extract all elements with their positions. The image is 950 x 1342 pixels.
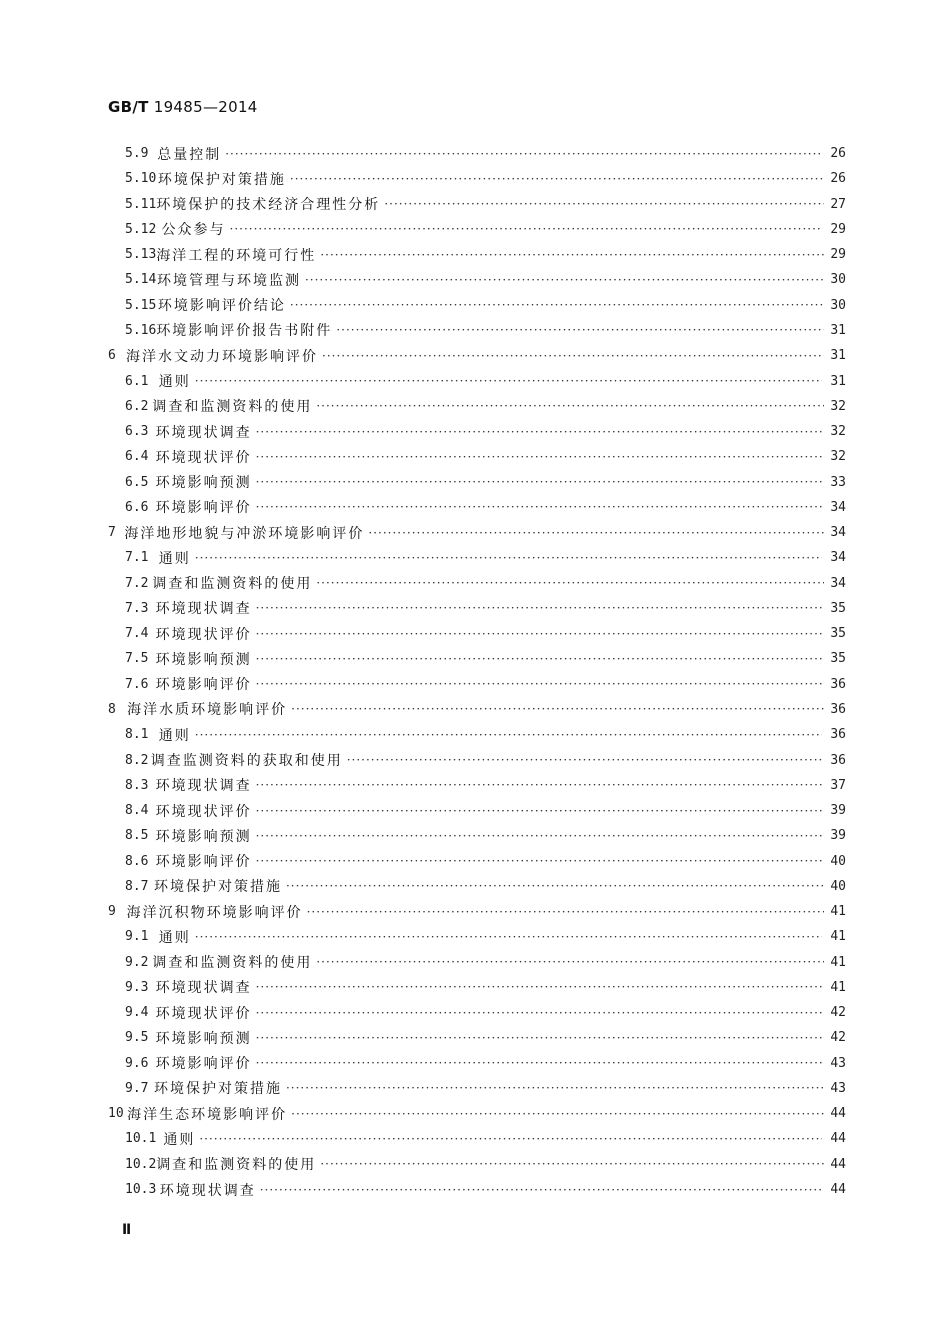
toc-leader-dots	[260, 1183, 824, 1197]
toc-entry[interactable]	[108, 975, 846, 1000]
toc-entry-title: 环境影响预测	[155, 475, 252, 492]
toc-entry-title: 海洋生态环境影响评价	[127, 1106, 288, 1123]
toc-entry-number: 7.5	[125, 651, 149, 667]
toc-entry[interactable]	[108, 495, 846, 520]
toc-entry-page: 36	[830, 676, 846, 692]
toc-entry-number: 7	[108, 525, 116, 541]
toc-entry-page: 35	[830, 651, 846, 667]
toc-entry-number: 8.3	[125, 777, 149, 793]
toc-entry-title: 通则	[158, 374, 191, 391]
toc-entry[interactable]	[108, 217, 846, 242]
standard-number: 19485—2014	[153, 98, 258, 116]
toc-entry-number: 8.7	[125, 878, 149, 894]
toc-entry-page: 43	[830, 1080, 846, 1096]
toc-entry-title: 环境现状评价	[155, 1005, 252, 1022]
toc-entry[interactable]	[108, 596, 846, 621]
toc-entry-number: 7.4	[125, 626, 149, 642]
toc-entry-title: 海洋水文动力环境影响评价	[126, 348, 319, 365]
toc-leader-dots	[256, 425, 824, 439]
toc-entry-title: 环境影响预测	[155, 651, 252, 668]
toc-entry[interactable]	[108, 621, 846, 646]
toc-leader-dots	[225, 147, 823, 161]
toc-entry[interactable]	[108, 419, 846, 444]
toc-entry[interactable]	[108, 899, 846, 924]
toc-entry-number: 8.4	[125, 803, 149, 819]
toc-entry-title: 环境现状评价	[155, 803, 252, 820]
toc-entry[interactable]	[108, 1152, 846, 1177]
toc-entry[interactable]	[108, 545, 846, 570]
toc-leader-dots	[195, 551, 823, 565]
toc-leader-dots	[256, 980, 824, 994]
toc-entry-title: 海洋地形地貌与冲淤环境影响评价	[124, 525, 365, 542]
toc-entry[interactable]	[108, 1051, 846, 1076]
toc-leader-dots	[286, 879, 824, 893]
toc-entry-page: 40	[830, 878, 846, 894]
toc-leader-dots	[305, 273, 824, 287]
toc-entry-page: 34	[830, 575, 846, 591]
toc-entry-page: 44	[830, 1106, 846, 1122]
toc-entry-title: 调查监测资料的获取和使用	[150, 753, 343, 769]
toc-leader-dots	[256, 854, 824, 868]
toc-leader-dots	[316, 399, 824, 413]
toc-entry-number: 9.2	[125, 954, 149, 970]
toc-entry[interactable]	[108, 848, 846, 873]
toc-entry-page: 33	[830, 474, 846, 490]
toc-leader-dots	[195, 374, 823, 388]
toc-entry-title: 环境影响评价	[155, 1056, 252, 1073]
toc-entry-title: 环境现状调查	[155, 424, 252, 441]
toc-entry-number: 7.2	[125, 575, 149, 591]
toc-leader-dots	[291, 1107, 824, 1121]
toc-entry-page: 44	[830, 1156, 846, 1172]
document-header	[108, 98, 258, 116]
toc-entry[interactable]	[108, 1000, 846, 1025]
toc-entry-page: 41	[830, 904, 846, 920]
toc-entry-title: 环境影响预测	[155, 828, 252, 845]
toc-entry-number: 8.5	[125, 828, 149, 844]
toc-entry[interactable]	[108, 368, 846, 393]
toc-entry-number: 7.3	[125, 600, 149, 616]
toc-leader-dots	[199, 1132, 822, 1146]
toc-leader-dots	[256, 450, 824, 464]
toc-entry[interactable]	[108, 242, 846, 267]
toc-leader-dots	[256, 829, 824, 843]
toc-entry-page: 39	[830, 828, 846, 844]
toc-entry-page: 36	[830, 727, 846, 743]
toc-entry[interactable]	[108, 571, 846, 596]
toc-entry-page: 31	[830, 348, 846, 364]
toc-leader-dots	[307, 905, 825, 919]
toc-entry-title: 调查和监测资料的使用	[156, 1157, 317, 1174]
toc-entry-number: 10	[108, 1106, 124, 1122]
toc-entry-title: 环境现状调查	[155, 601, 252, 618]
toc-entry-number: 6.1	[125, 373, 149, 389]
toc-leader-dots	[290, 298, 824, 312]
toc-entry-page: 40	[830, 853, 846, 869]
toc-entry-title: 通则	[158, 550, 191, 567]
table-of-contents	[108, 141, 846, 1202]
toc-entry-title: 环境影响评价结论	[157, 298, 286, 315]
toc-leader-dots	[256, 778, 824, 792]
toc-leader-dots	[291, 702, 824, 716]
toc-entry-title: 环境保护的技术经济合理性分析	[156, 197, 381, 214]
toc-entry-number: 5.13	[125, 247, 157, 263]
toc-entry-title: 调查和监测资料的使用	[152, 955, 313, 972]
toc-entry-number: 8.6	[125, 853, 149, 869]
toc-leader-dots	[286, 1081, 824, 1095]
toc-leader-dots	[368, 526, 824, 540]
toc-leader-dots	[336, 323, 824, 337]
toc-entry[interactable]	[108, 798, 846, 823]
toc-entry-page: 42	[830, 1030, 846, 1046]
toc-entry[interactable]	[108, 293, 846, 318]
toc-entry-number: 10.1	[125, 1131, 157, 1147]
toc-entry-page: 35	[830, 626, 846, 642]
toc-entry-number: 5.15	[125, 297, 157, 313]
toc-entry-number: 6.2	[125, 398, 149, 414]
toc-entry-number: 5.10	[125, 171, 157, 187]
toc-entry-number: 5.11	[125, 196, 157, 212]
toc-entry[interactable]	[108, 166, 846, 191]
toc-entry[interactable]	[108, 950, 846, 975]
toc-entry-number: 5.16	[125, 322, 157, 338]
toc-entry-page: 43	[830, 1055, 846, 1071]
toc-entry-number: 9.5	[125, 1030, 149, 1046]
toc-leader-dots	[316, 955, 824, 969]
toc-entry[interactable]	[108, 747, 846, 772]
toc-entry[interactable]	[108, 141, 846, 166]
toc-entry-title: 公众参与	[161, 222, 226, 239]
toc-entry-number: 9.3	[125, 979, 149, 995]
toc-entry-title: 环境影响评价	[155, 854, 252, 871]
toc-leader-dots	[256, 627, 824, 641]
toc-entry-page: 34	[830, 499, 846, 515]
toc-entry-title: 海洋沉积物环境影响评价	[126, 904, 303, 921]
toc-leader-dots	[256, 804, 824, 818]
toc-leader-dots	[256, 1006, 824, 1020]
toc-entry-title: 环境影响预测	[155, 1030, 252, 1047]
toc-leader-dots	[256, 1031, 824, 1045]
toc-entry-page: 32	[830, 449, 846, 465]
toc-entry-page: 36	[830, 752, 846, 768]
toc-entry-number: 8.2	[125, 752, 149, 768]
toc-entry-page: 29	[830, 247, 846, 263]
toc-entry[interactable]	[108, 192, 846, 217]
toc-entry-number: 7.6	[125, 676, 149, 692]
toc-entry-number: 9.6	[125, 1055, 149, 1071]
toc-entry-number: 7.1	[125, 550, 149, 566]
standard-code: GB/T	[108, 98, 149, 116]
toc-entry-page: 44	[830, 1182, 846, 1198]
toc-leader-dots	[256, 475, 824, 489]
toc-entry[interactable]	[108, 444, 846, 469]
toc-entry-title: 调查和监测资料的使用	[152, 576, 313, 593]
toc-entry[interactable]	[108, 318, 846, 343]
toc-entry-number: 9.7	[125, 1080, 149, 1096]
toc-entry-title: 环境影响评价	[155, 677, 252, 694]
toc-entry-page: 32	[830, 424, 846, 440]
toc-leader-dots	[230, 222, 824, 236]
toc-entry-page: 26	[830, 146, 846, 162]
toc-entry-page: 35	[830, 600, 846, 616]
toc-entry-number: 10.2	[125, 1156, 157, 1172]
toc-entry[interactable]	[108, 874, 846, 899]
toc-entry-number: 10.3	[125, 1182, 157, 1198]
toc-entry-page: 32	[830, 398, 846, 414]
toc-entry-number: 5.9	[125, 146, 149, 162]
toc-entry-number: 5.14	[125, 272, 157, 288]
toc-leader-dots	[320, 1157, 824, 1171]
page-number: Ⅱ	[122, 1222, 132, 1238]
toc-entry[interactable]	[108, 773, 846, 798]
toc-leader-dots	[256, 652, 824, 666]
toc-entry-page: 37	[830, 777, 846, 793]
toc-entry-page: 27	[830, 196, 846, 212]
toc-entry[interactable]	[108, 343, 846, 368]
toc-entry[interactable]	[108, 1101, 846, 1126]
toc-entry-title: 环境影响评价报告书附件	[156, 323, 333, 340]
toc-entry[interactable]	[108, 823, 846, 848]
toc-leader-dots	[195, 728, 823, 742]
toc-entry[interactable]	[108, 1025, 846, 1050]
toc-entry-number: 6.3	[125, 424, 149, 440]
toc-entry-title: 环境现状评价	[155, 626, 252, 643]
toc-entry-number: 8.1	[125, 727, 149, 743]
toc-entry-title: 环境保护对策措施	[157, 171, 286, 188]
toc-leader-dots	[195, 930, 823, 944]
toc-entry-number: 9	[108, 904, 116, 920]
toc-entry-title: 调查和监测资料的使用	[152, 399, 313, 416]
toc-entry-title: 环境保护对策措施	[153, 1081, 282, 1098]
toc-leader-dots	[347, 753, 825, 767]
toc-entry-title: 环境影响评价	[155, 500, 252, 517]
toc-entry-page: 44	[830, 1131, 846, 1147]
toc-entry-page: 34	[830, 550, 846, 566]
toc-entry[interactable]	[108, 697, 846, 722]
toc-entry[interactable]	[108, 722, 846, 747]
toc-entry-title: 通则	[163, 1131, 196, 1148]
toc-leader-dots	[384, 197, 824, 211]
toc-entry-page: 30	[830, 297, 846, 313]
toc-leader-dots	[322, 349, 824, 363]
toc-entry-title: 环境现状调查	[155, 778, 252, 795]
toc-entry-number: 9.4	[125, 1005, 149, 1021]
toc-entry[interactable]	[108, 672, 846, 697]
toc-entry-title: 环境保护对策措施	[153, 879, 282, 896]
toc-entry[interactable]	[108, 924, 846, 949]
toc-entry[interactable]	[108, 646, 846, 671]
toc-entry-page: 41	[830, 929, 846, 945]
toc-entry-page: 29	[830, 221, 846, 237]
toc-entry-page: 41	[830, 954, 846, 970]
toc-entry-page: 31	[830, 373, 846, 389]
toc-leader-dots	[316, 576, 824, 590]
toc-entry-number: 6.6	[125, 499, 149, 515]
toc-entry-title: 环境现状评价	[155, 449, 252, 466]
toc-entry-title: 通则	[158, 929, 191, 946]
toc-entry-title: 总量控制	[157, 146, 222, 163]
toc-entry-title: 环境管理与环境监测	[156, 272, 301, 289]
toc-entry[interactable]	[108, 267, 846, 292]
toc-leader-dots	[290, 172, 824, 186]
toc-entry-number: 6	[108, 348, 116, 364]
toc-entry-title: 通则	[158, 727, 191, 744]
toc-entry-title: 海洋工程的环境可行性	[156, 247, 317, 264]
toc-entry-page: 34	[830, 525, 846, 541]
toc-entry-page: 42	[830, 1005, 846, 1021]
toc-entry[interactable]	[108, 469, 846, 494]
toc-leader-dots	[256, 601, 824, 615]
toc-entry-number: 5.12	[125, 221, 157, 237]
toc-entry-number: 6.4	[125, 449, 149, 465]
toc-leader-dots	[256, 1056, 824, 1070]
toc-entry[interactable]	[108, 1076, 846, 1101]
toc-entry-page: 26	[830, 171, 846, 187]
toc-entry-title: 海洋水质环境影响评价	[127, 702, 288, 719]
toc-leader-dots	[256, 677, 824, 691]
toc-entry-page: 36	[830, 701, 846, 717]
toc-entry[interactable]	[108, 394, 846, 419]
toc-entry-page: 30	[830, 272, 846, 288]
toc-entry[interactable]	[108, 1177, 846, 1202]
toc-entry-number: 6.5	[125, 474, 149, 490]
toc-entry[interactable]	[108, 1126, 846, 1151]
toc-entry-title: 环境现状调查	[159, 1182, 256, 1199]
toc-entry-number: 8	[108, 701, 116, 717]
toc-entry-title: 环境现状调查	[155, 980, 252, 997]
toc-entry-number: 9.1	[125, 929, 149, 945]
toc-leader-dots	[256, 500, 824, 514]
toc-leader-dots	[320, 248, 824, 262]
toc-entry-page: 41	[830, 979, 846, 995]
toc-entry-page: 39	[830, 803, 846, 819]
toc-entry[interactable]	[108, 520, 846, 545]
toc-entry-page: 31	[830, 322, 846, 338]
